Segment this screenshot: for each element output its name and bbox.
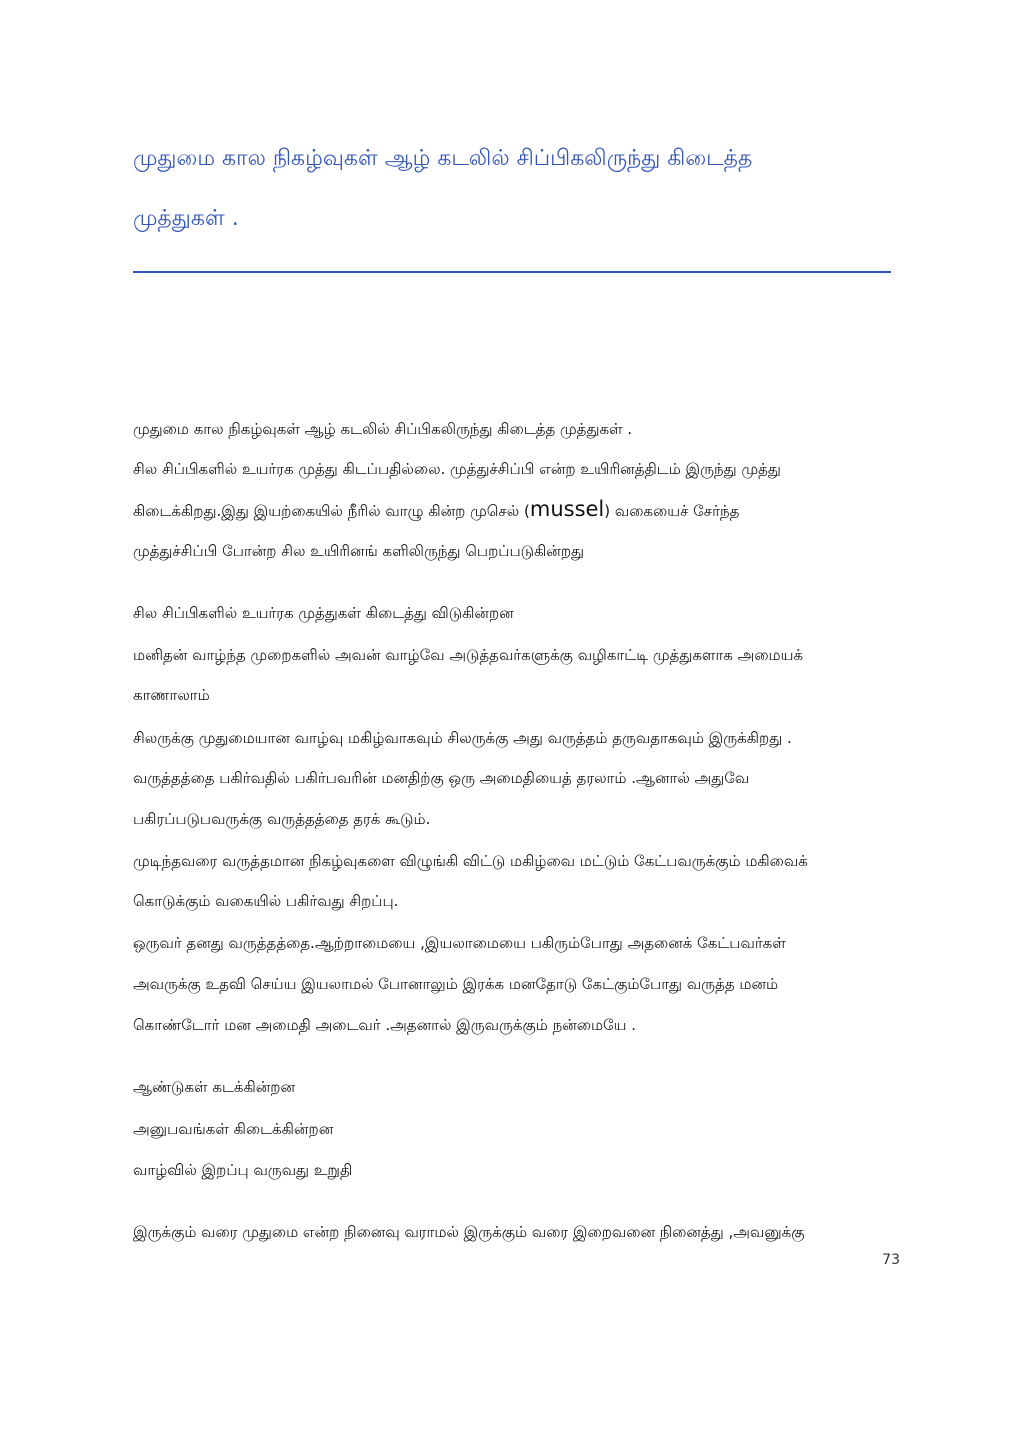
- body-line-1: முதுமை கால நிகழ்வுகள் ஆழ் கடலில் சிப்பிகலிருந்து கிடைத்த முத்துகள் .: [133, 420, 633, 438]
- body-line-11: முடிந்தவரை வருத்தமான நிகழ்வுகளை விழுங்கி விட்டு மகிழ்வை மட்டும் கேட்பவருக்கும் மகிவைக்: [133, 852, 808, 870]
- page-number: 73: [882, 1252, 900, 1268]
- body-line-4: முத்துச்சிப்பி போன்ற சில உயிரினங் களிலிருந்து பெறப்படுகின்றது: [133, 542, 585, 560]
- body-line-6: மனிதன் வாழ்ந்த முறைகளில் அவன் வாழ்வே அடுத்தவர்களுக்கு வழிகாட்டி முத்துகளாக அமையக்: [133, 646, 804, 664]
- body-line-17: அனுபவங்கள் கிடைக்கின்றன: [133, 1120, 334, 1138]
- body-line-5: சில சிப்பிகளில் உயர்ரக முத்துகள் கிடைத்து விடுகின்றன: [133, 604, 514, 622]
- body-line-3-latin-word: mussel: [529, 497, 605, 521]
- body-line-7: காணாலாம்: [133, 686, 210, 704]
- body-line-3-start: கிடைக்கிறது.இது இயற்கையில் நீரில் வாழு கின்ற முசெல் (: [133, 502, 530, 520]
- body-line-3: [133, 499, 739, 521]
- body-line-14: அவருக்கு உதவி செய்ய இயலாமல் போனாலும் இரக்க மனதோடு கேட்கும்போது வருத்த மனம்: [133, 975, 779, 993]
- body-line-15: கொண்டோர் மன அமைதி அடைவர் .அதனால் இருவருக்கும் நன்மையே .: [133, 1016, 637, 1034]
- body-line-3-end: ) வகையைச் சேர்ந்த: [604, 502, 740, 520]
- body-line-16: ஆண்டுகள் கடக்கின்றன: [133, 1078, 296, 1096]
- page-title-line-1: முதுமை கால நிகழ்வுகள் ஆழ் கடலில் சிப்பிகலிருந்து கிடைத்த: [133, 146, 753, 171]
- body-line-12: கொடுக்கும் வகையில் பகிர்வது சிறப்பு.: [133, 892, 399, 910]
- body-line-8: சிலருக்கு முதுமையான வாழ்வு மகிழ்வாகவும் சிலருக்கு அது வருத்தம் தருவதாகவும் இருக்கிறது .: [133, 729, 792, 747]
- body-line-13: ஒருவர் தனது வருத்தத்தை.ஆற்றாமையை ,இயலாமையை பகிரும்போது அதனைக் கேட்பவர்கள்: [133, 934, 786, 952]
- body-line-2: சில சிப்பிகளில் உயர்ரக முத்து கிடப்பதில்லை. முத்துச்சிப்பி என்ற உயிரினத்திடம் இருந்து முத்து: [133, 460, 781, 478]
- page-title-line-2: முத்துகள் .: [133, 206, 239, 231]
- body-line-9: வருத்தத்தை பகிர்வதில் பகிர்பவரின் மனதிற்கு ஒரு அமைதியைத் தரலாம் .ஆனால் அதுவே: [133, 769, 750, 787]
- title-divider: [133, 271, 891, 273]
- body-line-19: இருக்கும் வரை முதுமை என்ற நினைவு வராமல் இருக்கும் வரை இறைவனை நினைத்து ,அவனுக்கு: [133, 1223, 805, 1241]
- body-line-18: வாழ்வில் இறப்பு வருவது உறுதி: [133, 1161, 353, 1179]
- body-line-10: பகிரப்படுபவருக்கு வருத்தத்தை தரக் கூடும்.: [133, 810, 431, 828]
